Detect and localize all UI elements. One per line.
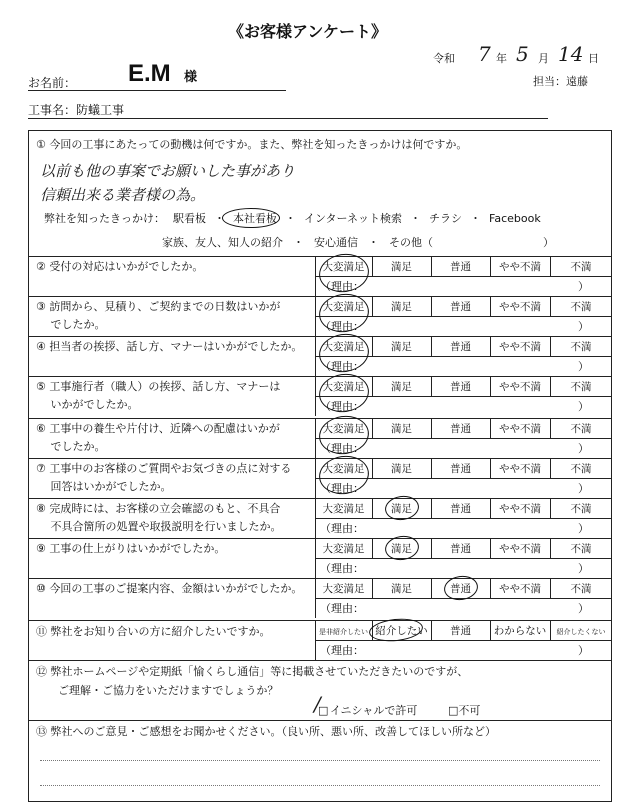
rating-option[interactable]: 大変満足 — [322, 301, 365, 313]
row-top-rule — [28, 538, 612, 539]
hq-sign-circle — [222, 208, 280, 228]
date-day-unit: 日 — [588, 52, 599, 65]
rating-option[interactable]: 満足 — [391, 423, 412, 435]
row-top-rule — [28, 458, 612, 459]
row-top-rule — [28, 336, 612, 337]
date-era: 令和 — [433, 52, 455, 65]
rating-option[interactable]: 不満 — [570, 543, 592, 555]
q11-option[interactable]: 紹介したい — [375, 625, 428, 637]
rating-option[interactable]: やや不満 — [499, 381, 541, 393]
row-mid-rule — [315, 518, 612, 519]
rating-option[interactable]: 大変満足 — [322, 463, 365, 475]
name-underline — [28, 90, 286, 91]
q11-question: ⑪ 弊社をお知り合いの方に紹介したいですか。 — [36, 625, 271, 638]
q1-source-flyer[interactable]: チラシ — [429, 212, 463, 225]
rating-option[interactable]: 不満 — [570, 423, 592, 435]
row-top-rule — [28, 578, 612, 579]
rating-option[interactable]: 大変満足 — [322, 543, 365, 555]
date-year: 7 — [478, 42, 491, 66]
q1-sep: ・ — [470, 212, 482, 225]
question-text: ⑤ 工事施行者（職人）の挨拶、話し方、マナーは — [36, 380, 281, 393]
rating-option[interactable]: 満足 — [391, 543, 412, 555]
question-text: ② 受付の対応はいかがでしたか。 — [36, 260, 204, 273]
date-day: 14 — [558, 42, 584, 66]
rating-option[interactable]: 満足 — [391, 503, 412, 515]
q1-sep: ・ — [410, 212, 422, 225]
question-text: 回答はいかがでしたか。 — [36, 480, 172, 493]
rating-option[interactable]: 普通 — [450, 583, 471, 595]
q12-check-mark: / — [314, 692, 321, 716]
q12-top-rule — [28, 660, 612, 661]
reason-close: ） — [578, 320, 589, 333]
name-honorific: 様 — [184, 70, 198, 85]
q1-answer-line1: 以前も他の事案でお願いした事があり — [40, 162, 296, 180]
q1-source-other[interactable]: その他（ — [389, 236, 433, 249]
q13-line — [40, 760, 600, 761]
rating-option[interactable]: 不満 — [570, 341, 592, 353]
row-top-rule — [28, 376, 612, 377]
question-text: いかがでしたか。 — [36, 398, 139, 411]
row-top-rule — [28, 498, 612, 499]
q1-sep: ・ — [368, 236, 379, 249]
question-text: ⑧ 完成時には、お客様の立会確認のもと、不具合 — [36, 502, 281, 515]
q11-top-rule — [28, 620, 612, 621]
q1-sources — [44, 212, 541, 226]
q1-answer-line2: 信頼出来る業者様の為。 — [40, 186, 206, 204]
q1-source-facebook[interactable]: Facebook — [489, 212, 541, 225]
q1-question: ① 今回の工事にあたっての動機は何ですか。また、弊社を知ったきっかけは何ですか。 — [36, 138, 468, 151]
rating-option[interactable]: 満足 — [391, 583, 412, 595]
rating-option[interactable]: やや不満 — [499, 341, 541, 353]
rating-option[interactable]: やや不満 — [499, 261, 541, 273]
q1-source-station-sign[interactable]: 駅看板 — [173, 212, 206, 225]
rating-option[interactable]: 満足 — [391, 381, 412, 393]
q1-sources-label: 弊社を知ったきっかけ： — [44, 212, 165, 225]
rating-option[interactable]: 満足 — [391, 463, 412, 475]
reason-label: （理由： — [320, 602, 364, 615]
rating-option[interactable]: 大変満足 — [322, 583, 365, 595]
name-value: E.M — [128, 60, 171, 87]
rating-option[interactable]: 不満 — [570, 463, 592, 475]
rating-option[interactable]: 満足 — [391, 341, 412, 353]
q11-mid-rule — [315, 640, 612, 641]
rating-option[interactable]: 不満 — [570, 301, 592, 313]
rating-option[interactable]: 普通 — [450, 543, 471, 555]
reason-label: （理由： — [320, 360, 364, 373]
work-underline — [28, 118, 548, 119]
reason-label: （理由： — [320, 562, 364, 575]
rating-option[interactable]: 大変満足 — [322, 381, 365, 393]
row-top-rule — [28, 418, 612, 419]
rating-option[interactable]: 普通 — [450, 381, 471, 393]
reason-label: （理由： — [320, 320, 364, 333]
q1-source-referral[interactable]: 家族、友人、知人の紹介 — [162, 236, 283, 249]
rating-option[interactable]: やや不満 — [499, 463, 541, 475]
q12-line2: ご理解・ご協力をいただけますでしょうか？ — [58, 684, 279, 697]
q12-checkbox-yes[interactable]: □ — [318, 704, 329, 717]
q11-reason-label: （理由： — [320, 644, 364, 657]
reason-label: （理由： — [320, 442, 364, 455]
date-month: 5 — [516, 42, 529, 66]
q11-reason-close: ） — [578, 644, 589, 657]
rating-option[interactable]: 大変満足 — [322, 341, 365, 353]
rating-option[interactable]: やや不満 — [499, 503, 541, 515]
reason-label: （理由： — [320, 400, 364, 413]
rating-option[interactable]: 普通 — [450, 423, 471, 435]
rating-option[interactable]: 大変満足 — [322, 261, 365, 273]
rating-option[interactable]: 大変満足 — [322, 423, 365, 435]
rating-option[interactable]: 普通 — [450, 261, 471, 273]
q13-top-rule — [28, 720, 612, 721]
rating-option[interactable]: やや不満 — [499, 423, 541, 435]
rating-option[interactable]: やや不満 — [499, 583, 541, 595]
q1-sep: ・ — [285, 212, 296, 225]
q1-sep: ・ — [293, 236, 304, 249]
q1-sources-row2 — [162, 236, 554, 250]
rating-option[interactable]: 満足 — [391, 261, 412, 273]
question-text: ③ 訪問から、見積り、ご契約までの日数はいかが — [36, 300, 281, 313]
q1-source-other-close: ） — [543, 236, 554, 249]
q12-option-no[interactable]: □不可 — [448, 704, 481, 717]
rating-option[interactable]: 不満 — [570, 583, 592, 595]
q11-option[interactable]: 紹介したくない — [556, 628, 606, 636]
reason-close: ） — [578, 522, 589, 535]
rating-option[interactable]: 普通 — [450, 463, 471, 475]
question-text: ④ 担当者の挨拶、話し方、マナーはいかがでしたか。 — [36, 340, 303, 353]
reason-close: ） — [578, 442, 589, 455]
reason-close: ） — [578, 562, 589, 575]
rating-option[interactable]: やや不満 — [499, 301, 541, 313]
staff-name: 担当：遠藤 — [533, 75, 588, 88]
q12-option-yes: イニシャルで許可 — [330, 704, 418, 717]
rating-option[interactable]: 不満 — [570, 261, 592, 273]
q1-source-newsletter[interactable]: 安心通信 — [314, 236, 358, 249]
date-month-unit: 月 — [538, 52, 549, 65]
reason-label: （理由： — [320, 280, 364, 293]
date-year-unit: 年 — [496, 52, 507, 65]
q11-option[interactable]: 普通 — [450, 625, 471, 637]
row-top-rule — [28, 256, 612, 257]
q1-sep: ・ — [214, 212, 225, 225]
q12-line1: ⑫ 弊社ホームページや定期紙「愉くらし通信」等に掲載させていただきたいのですが、 — [36, 665, 469, 678]
work-name: 工事名：防蟻工事 — [28, 103, 125, 117]
q13-question: ⑬ 弊社へのご意見・ご感想をお聞かせください。（良い所、悪い所、改善してほしい所など） — [36, 725, 496, 738]
question-text: ⑨ 工事の仕上がりはいかがでしたか。 — [36, 542, 226, 555]
q13-line — [40, 785, 600, 786]
rating-option[interactable]: 不満 — [570, 381, 592, 393]
rating-option[interactable]: やや不満 — [499, 543, 541, 555]
q11-option[interactable]: わからない — [493, 625, 547, 637]
question-text: ⑥ 工事中の養生や片付け、近隣への配慮はいかが — [36, 422, 280, 435]
reason-close: ） — [578, 482, 589, 495]
row-top-rule — [28, 296, 612, 297]
reason-close: ） — [578, 400, 589, 413]
page-title: 《お客様アンケート》 — [228, 22, 388, 41]
rating-option[interactable]: 普通 — [450, 503, 471, 515]
question-text: ⑩ 今回の工事のご提案内容、金額はいかがでしたか。 — [36, 582, 303, 595]
row-mid-rule — [315, 558, 612, 559]
question-text: でしたか。 — [36, 318, 106, 331]
rating-option[interactable]: 普通 — [450, 301, 471, 313]
reason-close: ） — [578, 602, 589, 615]
rating-option[interactable]: 不満 — [570, 503, 592, 515]
q1-source-internet[interactable]: インターネット検索 — [304, 212, 403, 225]
rating-option[interactable]: 満足 — [391, 301, 412, 313]
q1-source-hq-sign[interactable]: 本社看板 — [233, 212, 277, 225]
reason-label: （理由： — [320, 522, 364, 535]
reason-close: ） — [578, 360, 589, 373]
rating-option[interactable]: 大変満足 — [322, 503, 365, 515]
reason-label: （理由： — [320, 482, 364, 495]
name-label: お名前： — [28, 76, 77, 90]
question-text: でしたか。 — [36, 440, 106, 453]
question-text: 不具合箇所の処置や取扱説明を行いましたか。 — [36, 520, 282, 533]
q11-option[interactable]: 是非紹介したい — [319, 628, 368, 636]
question-text: ⑦ 工事中のお客様のご質問やお気づきの点に対する — [36, 462, 292, 475]
rating-option[interactable]: 普通 — [450, 341, 471, 353]
reason-close: ） — [578, 280, 589, 293]
